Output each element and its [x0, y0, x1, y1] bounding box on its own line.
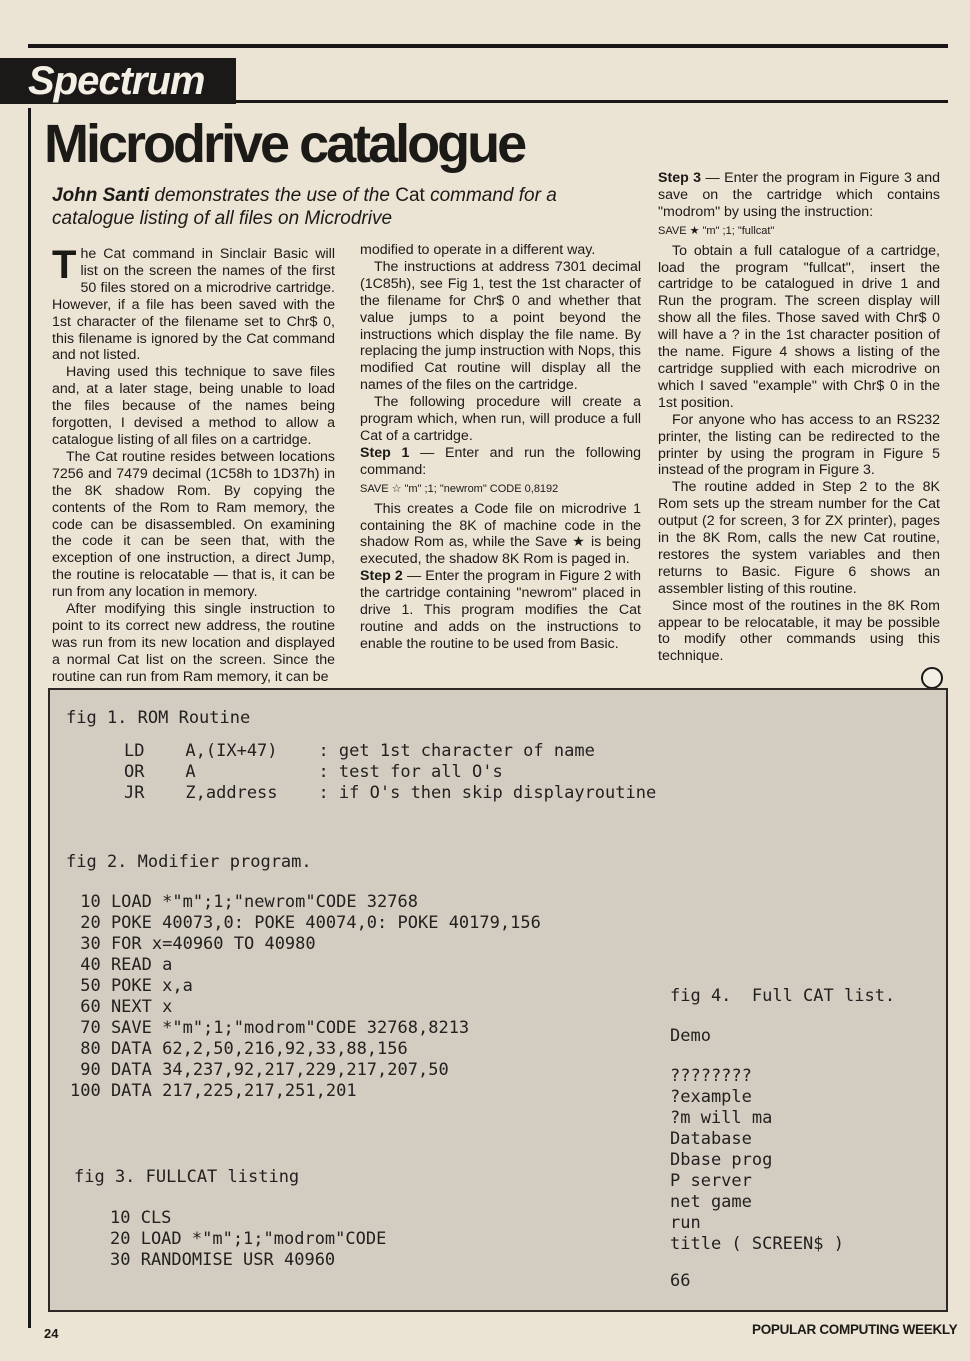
fig2-line: 70 SAVE *"m";1;"modrom"CODE 32768,8213: [70, 1018, 470, 1038]
fig2-line: 100 DATA 217,225,217,251,201: [70, 1081, 357, 1101]
fig2-line: 50 POKE x,a: [70, 976, 193, 996]
fig2-line: 40 READ a: [70, 955, 173, 975]
paragraph: The following procedure will create a program which, when run, will produce a full Cat of a cartridge.: [360, 394, 641, 444]
standfirst: [52, 184, 612, 230]
paragraph: The instructions at address 7301 decimal (1C85h), see Fig 1, test the 1st character of the filename for Chr$ 0 and whether that value jumps to a point beyond the instructions which display the file name. By replacing the jump instruction with Nops, this modified Cat routine will display all the names of the files on the cartridge.: [360, 258, 641, 394]
fig4-line: run: [670, 1213, 701, 1233]
fig3-line: 20 LOAD *"m";1;"modrom"CODE: [110, 1229, 387, 1249]
paragraph: The Cat command in Sinclair Basic will list on the screen the names of the first 50 files stored on a microdrive cartridge. However, if a file has been saved with the 1st character of the filename set to Chr$ 0, this filename is ignored by the Cat command and not listed.: [52, 243, 335, 364]
paragraph: For anyone who has access to an RS232 printer, the listing can be redirected to the printer by using the program in Figure 5 instead of the program in Figure 3.: [658, 411, 940, 479]
paragraph: Having used this technique to save files and, at a later stage, being unable to load the files because of the names being forgotten, I devised a method to allow a catalogue listing of all files on a cartridge.: [52, 364, 335, 448]
fig3-line: 30 RANDOMISE USR 40960: [110, 1250, 336, 1270]
step-1: Step 1 — Enter and run the following command:: [360, 444, 641, 478]
fig1-line: LD A,(IX+47) : get 1st character of name: [124, 741, 595, 761]
fig4-line: title ( SCREEN$ ): [670, 1234, 844, 1254]
left-margin-bar-end: [28, 1318, 31, 1328]
section-rule: [236, 100, 948, 103]
command-line: SAVE ★ "m" ;1; "fullcat": [658, 224, 775, 237]
paragraph: The Cat routine resides between locations 7256 and 7479 decimal (1C58h to 1D37h) in the 8K shadow Rom. By copying the contents of the Rom to Ram memory, the code can be disassembled. On examining the code it can be seen that, with the exception of one instruction, a direct Jump, the routine is relocatable — that is, it can be run from any location in memory.: [52, 448, 335, 601]
standfirst-text-1: demonstrates the use of the: [149, 185, 396, 206]
page-number: 24: [44, 1326, 59, 1341]
figures-panel: [48, 688, 948, 1312]
fig4-line: net game: [670, 1192, 752, 1212]
fig4-free-count: 66: [670, 1271, 691, 1291]
fig3-title: fig 3. FULLCAT listing: [74, 1167, 300, 1187]
fig1-title: fig 1. ROM Routine: [66, 708, 251, 728]
section-label: Spectrum: [0, 58, 236, 104]
paragraph: The routine added in Step 2 to the 8K Rom sets up the stream number for the Cat output (2 for screen, 3 for ZX printer), pages in the 8K Rom, calls the new Cat routine, restores the system variables and then returns to Basic. Figure 6 shows an assembler listing of this routine.: [658, 479, 940, 597]
top-rule: [28, 44, 948, 48]
standfirst-text-2: command for a catalogue listing of all files on Microdrive: [52, 185, 557, 229]
fig4-line: ?example: [670, 1087, 752, 1107]
fig2-line: 60 NEXT x: [70, 997, 173, 1017]
paragraph: modified to operate in a different way.: [360, 242, 596, 258]
command-line: SAVE ☆ "m" ;1; "newrom" CODE 0,8192: [360, 482, 559, 495]
step-3: Step 3 — Enter the program in Figure 3 and save on the cartridge which contains "modrom" by using the instruction:: [658, 170, 940, 220]
article-column-2: [360, 242, 641, 653]
article-column-1: [52, 243, 335, 686]
fig4-title: fig 4. Full CAT list.: [670, 986, 896, 1006]
drop-cap: T: [52, 243, 77, 287]
magazine-name: POPULAR COMPUTING WEEKLY: [752, 1322, 958, 1337]
fig2-title: fig 2. Modifier program.: [66, 852, 312, 872]
fig3-line: 10 CLS: [110, 1208, 172, 1228]
paragraph: After modifying this single instruction to point to its correct new address, the routine was run from its new location and displayed a normal Cat list on the screen. Since the routine can run from Ram memory, it can be: [52, 601, 335, 685]
fig4-header: Demo: [670, 1026, 711, 1046]
fig4-line: ?m will ma: [670, 1108, 773, 1128]
end-mark-icon: [921, 667, 943, 689]
author-name: John Santi: [52, 185, 150, 206]
step-2: Step 2 — Enter the program in Figure 2 with the cartridge containing "newrom" placed in drive 1. This program modifies the Cat routine and adds on the instructions to enable the routine to be used from Basic.: [360, 568, 642, 652]
left-margin-bar: [28, 108, 31, 1326]
fig1-line: OR A : test for all O's: [124, 762, 503, 782]
headline: Microdrive catalogue: [44, 114, 525, 174]
paragraph: Since most of the routines in the 8K Rom appear to be relocatable, it may be possible to modify other commands using this technique.: [658, 597, 940, 665]
fig2-line: 10 LOAD *"m";1;"newrom"CODE 32768: [70, 892, 418, 912]
article-column-3: [658, 170, 940, 665]
fig1-line: JR Z,address : if O's then skip displayroutine: [124, 783, 657, 803]
fig4-line: Dbase prog: [670, 1150, 773, 1170]
fig2-line: 90 DATA 34,237,92,217,229,217,207,50: [70, 1060, 449, 1080]
fig4-line: P server: [670, 1171, 752, 1191]
fig4-line: ????????: [670, 1066, 752, 1086]
standfirst-cat: Cat: [395, 185, 425, 206]
fig2-line: 80 DATA 62,2,50,216,92,33,88,156: [70, 1039, 408, 1059]
fig2-line: 30 FOR x=40960 TO 40980: [70, 934, 316, 954]
fig4-line: Database: [670, 1129, 752, 1149]
paragraph: This creates a Code file on microdrive 1 containing the 8K of machine code in the shadow Rom as, while the Save ★ is being executed, the shadow 8K Rom is paged in.: [360, 500, 641, 568]
paragraph: To obtain a full catalogue of a cartridge, load the program "fullcat", insert the cartridge to be catalogued in drive 1 and Run the program. The screen display will show all the files. Those saved with Chr$ 0 will have a ? in the 1st character position of the name. Figure 4 shows a listing of the cartridge supplied with each microdrive on which I saved "example" with Chr$ 0 in the 1st position.: [658, 242, 940, 411]
fig2-line: 20 POKE 40073,0: POKE 40074,0: POKE 40179,156: [70, 913, 541, 933]
